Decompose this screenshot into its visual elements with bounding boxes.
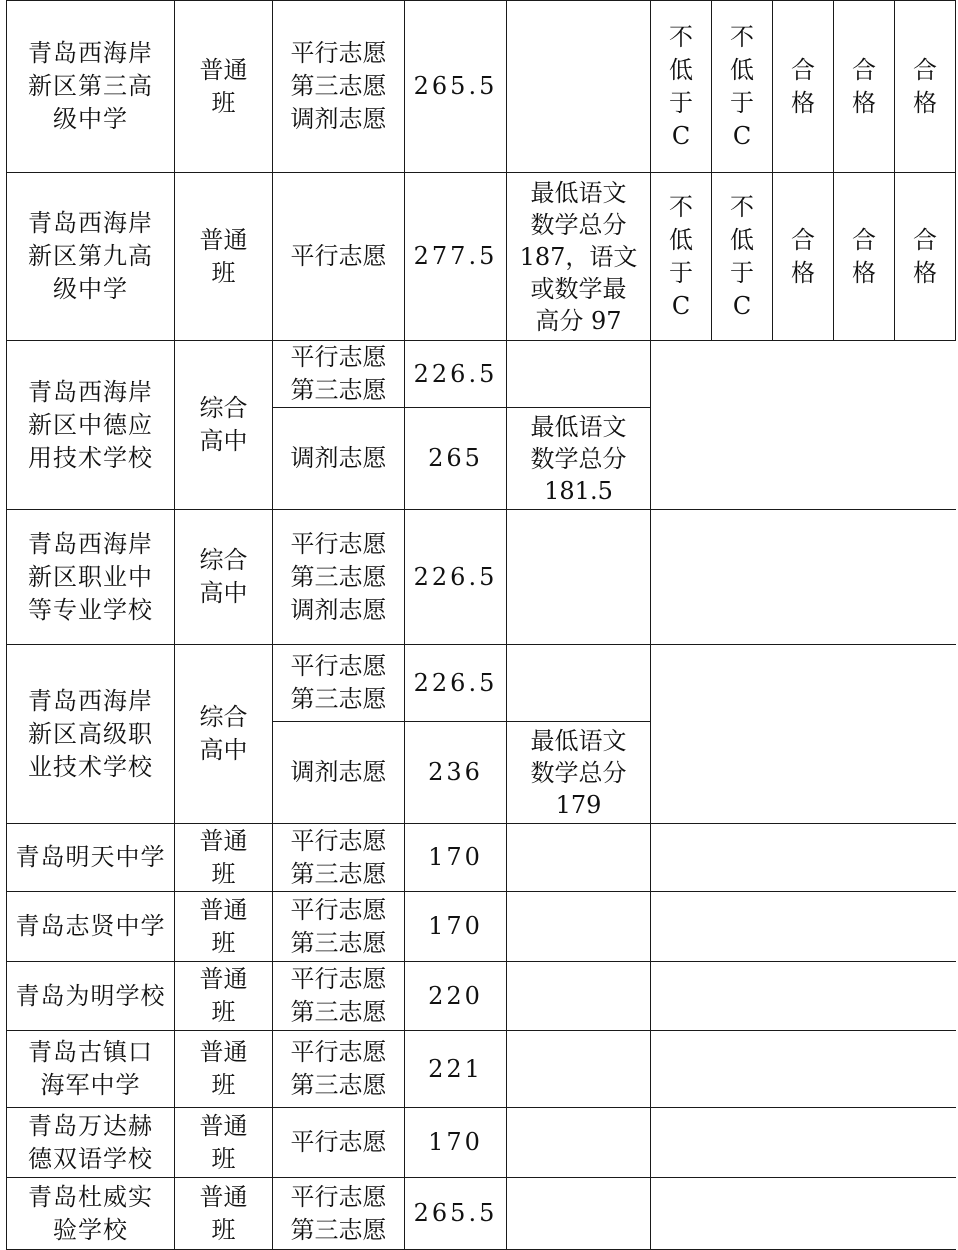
note-cell — [507, 824, 651, 892]
table-row — [7, 1, 956, 173]
table-row — [7, 645, 956, 722]
volunteer-cell: 平行志愿 第三志愿 — [273, 962, 405, 1031]
empty-cell — [651, 341, 956, 510]
note-cell — [507, 962, 651, 1031]
volunteer-cell: 平行志愿 第三志愿 — [273, 645, 405, 722]
volunteer-cell: 平行志愿 第三志愿 — [273, 1031, 405, 1108]
class-type-cell: 综合 高中 — [175, 645, 273, 824]
class-type-cell: 普通 班 — [175, 1178, 273, 1250]
table-row — [7, 1108, 956, 1178]
volunteer-cell: 平行志愿 — [273, 1108, 405, 1178]
class-type-cell: 普通 班 — [175, 892, 273, 962]
admission-score-table — [6, 0, 956, 1250]
note-cell — [507, 645, 651, 722]
grade-cell: 不 低 于 C — [712, 173, 773, 341]
table-row — [7, 892, 956, 962]
note-cell: 最低语文 数学总分 179 — [507, 722, 651, 824]
note-cell — [507, 1178, 651, 1250]
class-type-cell: 普通 班 — [175, 824, 273, 892]
volunteer-cell: 平行志愿 第三志愿 — [273, 341, 405, 408]
school-name-cell: 青岛明天中学 — [7, 824, 175, 892]
note-cell: 最低语文 数学总分 181.5 — [507, 408, 651, 510]
volunteer-cell: 平行志愿 — [273, 173, 405, 341]
school-name-cell: 青岛万达赫 德双语学校 — [7, 1108, 175, 1178]
score-cell: 220 — [405, 962, 507, 1031]
table-row — [7, 1031, 956, 1108]
empty-cell — [651, 1178, 956, 1250]
empty-cell — [651, 645, 956, 824]
note-cell — [507, 1031, 651, 1108]
school-name-cell: 青岛西海岸 新区职业中 等专业学校 — [7, 510, 175, 645]
note-cell — [507, 341, 651, 408]
school-name-cell: 青岛杜威实 验学校 — [7, 1178, 175, 1250]
score-cell: 226.5 — [405, 510, 507, 645]
school-name-cell: 青岛西海岸 新区第三高 级中学 — [7, 1, 175, 173]
pass-cell: 合 格 — [834, 1, 895, 173]
volunteer-cell: 平行志愿 第三志愿 调剂志愿 — [273, 1, 405, 173]
volunteer-cell: 平行志愿 第三志愿 — [273, 824, 405, 892]
score-cell: 265 — [405, 408, 507, 510]
score-cell: 265.5 — [405, 1, 507, 173]
note-cell — [507, 1, 651, 173]
school-name-cell: 青岛为明学校 — [7, 962, 175, 1031]
note-cell: 最低语文 数学总分 187，语文 或数学最 高分 97 — [507, 173, 651, 341]
volunteer-cell: 调剂志愿 — [273, 408, 405, 510]
class-type-cell: 普通 班 — [175, 1, 273, 173]
class-type-cell: 普通 班 — [175, 962, 273, 1031]
volunteer-cell: 调剂志愿 — [273, 722, 405, 824]
score-cell: 221 — [405, 1031, 507, 1108]
pass-cell: 合 格 — [895, 173, 956, 341]
pass-cell: 合 格 — [773, 1, 834, 173]
score-cell: 170 — [405, 1108, 507, 1178]
table-row — [7, 1178, 956, 1250]
class-type-cell: 普通 班 — [175, 1031, 273, 1108]
pass-cell: 合 格 — [773, 173, 834, 341]
volunteer-cell: 平行志愿 第三志愿 调剂志愿 — [273, 510, 405, 645]
table-row — [7, 341, 956, 408]
note-cell — [507, 510, 651, 645]
school-name-cell: 青岛西海岸 新区高级职 业技术学校 — [7, 645, 175, 824]
empty-cell — [651, 892, 956, 962]
volunteer-cell: 平行志愿 第三志愿 — [273, 1178, 405, 1250]
grade-cell: 不 低 于 C — [651, 1, 712, 173]
score-cell: 170 — [405, 824, 507, 892]
table-row — [7, 510, 956, 645]
class-type-cell: 普通 班 — [175, 1108, 273, 1178]
school-name-cell: 青岛古镇口 海军中学 — [7, 1031, 175, 1108]
class-type-cell: 综合 高中 — [175, 341, 273, 510]
empty-cell — [651, 1031, 956, 1108]
score-cell: 265.5 — [405, 1178, 507, 1250]
empty-cell — [651, 1108, 956, 1178]
score-cell: 236 — [405, 722, 507, 824]
note-cell — [507, 892, 651, 962]
pass-cell: 合 格 — [834, 173, 895, 341]
class-type-cell: 普通 班 — [175, 173, 273, 341]
score-cell: 226.5 — [405, 645, 507, 722]
school-name-cell: 青岛西海岸 新区中德应 用技术学校 — [7, 341, 175, 510]
empty-cell — [651, 962, 956, 1031]
volunteer-cell: 平行志愿 第三志愿 — [273, 892, 405, 962]
note-cell — [507, 1108, 651, 1178]
table-row — [7, 173, 956, 341]
empty-cell — [651, 510, 956, 645]
score-cell: 226.5 — [405, 341, 507, 408]
pass-cell: 合 格 — [895, 1, 956, 173]
school-name-cell: 青岛西海岸 新区第九高 级中学 — [7, 173, 175, 341]
empty-cell — [651, 824, 956, 892]
grade-cell: 不 低 于 C — [651, 173, 712, 341]
table-row — [7, 824, 956, 892]
school-name-cell: 青岛志贤中学 — [7, 892, 175, 962]
table-row — [7, 962, 956, 1031]
score-cell: 170 — [405, 892, 507, 962]
score-cell: 277.5 — [405, 173, 507, 341]
grade-cell: 不 低 于 C — [712, 1, 773, 173]
class-type-cell: 综合 高中 — [175, 510, 273, 645]
